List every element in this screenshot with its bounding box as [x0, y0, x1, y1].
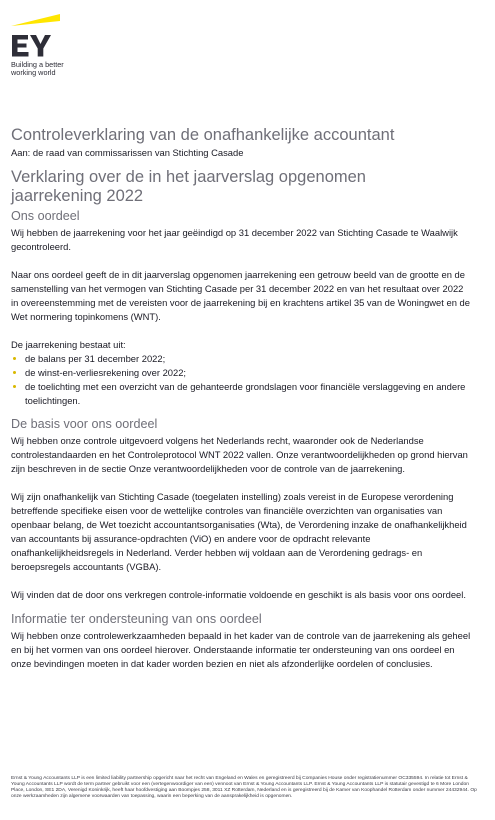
heading-basis: De basis voor ons oordeel	[11, 417, 158, 431]
tagline-line-1: Building a better	[11, 60, 64, 69]
list-item: de winst-en-verliesrekening over 2022;	[11, 366, 471, 380]
paragraph: Wij vinden dat de door ons verkregen controle-informatie voldoende en geschikt is als basis voor ons oordeel.	[11, 589, 466, 600]
tagline-line-2: working world	[11, 68, 56, 78]
ey-tagline	[11, 61, 81, 78]
document-title: Controleverklaring van de onafhankelijke accountant	[11, 126, 395, 144]
list-item: de toelichting met een overzicht van de gehanteerde grondslagen voor financiële verslaggeving en andere toelichtingen.	[11, 380, 471, 408]
paragraph: Wij zijn onafhankelijk van Stichting Casade (toegelaten instelling) zoals vereist in de Europese verordening betreffende specifieke eisen voor de wettelijke controles van financiële overzichten van organisaties van openbaar belang, de Wet toezicht accountantsorganisaties (Wta), de Verordening inzake de onafhankelijkheid van accountants bij assurance-opdrachten (ViO) en andere voor de opdracht relevante onafhankelijkheidsregels in Nederland. Verder hebben wij voldaan aan de Verordening gedrags- en beroepsregels accountants (VGBA).	[11, 491, 467, 572]
section-heading: Verklaring over de in het jaarverslag opgenomen jaarrekening 2022	[11, 168, 366, 205]
paragraph: Wij hebben onze controlewerkzaamheden bepaald in het kader van de controle van de jaarrekening als geheel en bij het vormen van ons oordeel hierover. Onderstaande informatie ter ondersteuning van ons oordeel en onze bevindingen moeten in dat kader worden bezien en niet als afzonderlijke oordelen of conclusies.	[11, 630, 471, 669]
addressee: Aan: de raad van commissarissen van Stichting Casade	[11, 147, 244, 158]
heading-informatie: Informatie ter ondersteuning van ons oordeel	[11, 612, 262, 626]
document-body	[11, 125, 471, 671]
ey-logo	[11, 12, 91, 78]
paragraph: Wij hebben onze controle uitgevoerd volgens het Nederlands recht, waaronder ook de Nederlandse controlestandaarden en het Controleprotocol WNT 2022 vallen. Onze verantwoordelijkheden op grond hiervan zijn beschreven in de sectie Onze verantwoordelijkheden voor de controle van de jaarrekening.	[11, 435, 468, 474]
footer-legal-text: Ernst & Young Accountants LLP is een limited liability partnership opgericht naar het recht van Engeland en Wales en geregistreerd bij Companies House onder registratienummer OC335594. In relatie tot Ernst & Young Accountants LLP wordt de term partner gebruikt voor een (vertegenwoordiger van een) vennoot van Ernst & Young Accountants LLP. Ernst & Young Accountants LLP is statutair gevestigd te 6 More London Place, London, SE1 2DA, Verenigd Koninkrijk, heeft haar hoofdvestiging aan Boompjes 258, 3011 XZ Rotterdam, Nederland en is geregistreerd bij de Kamer van Koophandel Rotterdam onder nummer 24432944. Op onze werkzaamheden zijn algemene voorwaarden van toepassing, waarin een beperking van de aansprakelijkheid is opgenomen.	[11, 776, 477, 800]
paragraph: Wij hebben de jaarrekening voor het jaar geëindigd op 31 december 2022 van Stichting Casade te Waalwijk gecontroleerd.	[11, 227, 458, 252]
heading-ons-oordeel: Ons oordeel	[11, 209, 80, 223]
list-item: de balans per 31 december 2022;	[11, 352, 471, 366]
jaarrekening-list	[11, 352, 471, 408]
paragraph: De jaarrekening bestaat uit:	[11, 339, 126, 350]
paragraph: Naar ons oordeel geeft de in dit jaarverslag opgenomen jaarrekening een getrouw beeld van de grootte en de samenstelling van het vermogen van Stichting Casade per 31 december 2022 en van het resultaat over 2022 in overeenstemming met de vereisten voor de jaarrekening bij en krachtens artikel 35 van de Woningwet en de Wet normering topinkomens (WNT).	[11, 269, 470, 322]
ey-logo-mark	[11, 12, 73, 60]
